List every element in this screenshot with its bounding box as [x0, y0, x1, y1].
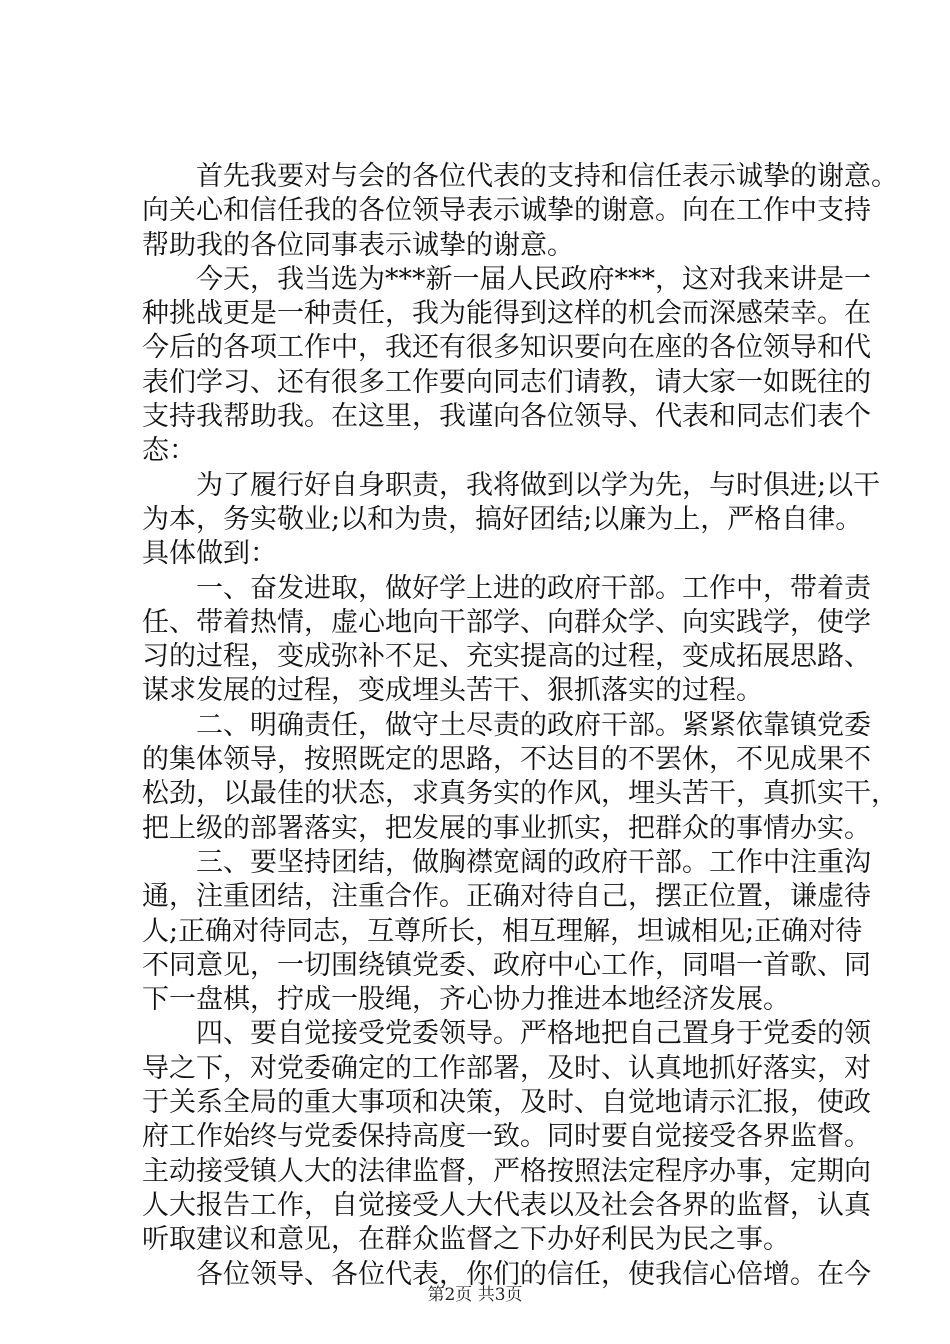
- text-line: 支持我帮助我。在这里，我谨向各位领导、代表和同志们表个: [142, 401, 871, 433]
- text-line: 习的过程，变成弥补不足、充实提高的过程，变成拓展思路、: [142, 641, 871, 673]
- text-line: 表们学习、还有很多工作要向同志们请教，请大家一如既往的: [142, 366, 871, 398]
- text-line: 松劲，以最佳的状态，求真务实的作风，埋头苦干，真抓实干，: [142, 778, 898, 810]
- text-line: 人;正确对待同志，互尊所长，相互理解，坦诚相见;正确对待: [142, 915, 863, 947]
- page-footer: 第2页 共3页: [427, 1285, 523, 1305]
- text-line: 二、明确责任，做守土尽责的政府干部。紧紧依靠镇党委: [196, 709, 871, 741]
- text-line: 三、要坚持团结，做胸襟宽阔的政府干部。工作中注重沟: [196, 846, 871, 878]
- text-line: 人大报告工作，自觉接受人大代表以及社会各界的监督，认真: [142, 1189, 871, 1221]
- text-line: 下一盘棋，拧成一股绳，齐心协力推进本地经济发展。: [142, 984, 790, 1016]
- text-line: 为本，务实敬业;以和为贵，搞好团结;以廉为上，严格自律。: [142, 503, 863, 535]
- text-line: 任、带着热情，虚心地向干部学、向群众学、向实践学，使学: [142, 606, 871, 638]
- text-line: 为了履行好自身职责，我将做到以学为先，与时俱进;以干: [196, 469, 881, 501]
- text-line: 府工作始终与党委保持高度一致。同时要自觉接受各界监督。: [142, 1121, 871, 1153]
- text-line: 不同意见，一切围绕镇党委、政府中心工作，同唱一首歌、同: [142, 949, 871, 981]
- text-line: 今后的各项工作中，我还有很多知识要向在座的各位领导和代: [142, 332, 871, 364]
- text-line: 四、要自觉接受党委领导。严格地把自己置身于党委的领: [196, 1018, 871, 1050]
- text-line: 把上级的部署落实，把发展的事业抓实，把群众的事情办实。: [142, 812, 871, 844]
- text-line: 向关心和信任我的各位领导表示诚挚的谢意。向在工作中支持: [142, 195, 871, 227]
- text-line: 通，注重团结，注重合作。正确对待自己，摆正位置，谦虚待: [142, 881, 871, 913]
- text-line: 谋求发展的过程，变成埋头苦干、狠抓落实的过程。: [142, 675, 763, 707]
- text-line: 今天，我当选为***新一届人民政府***，这对我来讲是一: [196, 263, 871, 295]
- text-line: 的集体领导，按照既定的思路，不达目的不罢休，不见成果不: [142, 744, 871, 776]
- text-line: 态：: [142, 435, 196, 467]
- text-line: 帮助我的各位同事表示诚挚的谢意。: [142, 229, 574, 261]
- text-line: 主动接受镇人大的法律监督，严格按照法定程序办事，定期向: [142, 1155, 871, 1187]
- text-line: 一、奋发进取，做好学上进的政府干部。工作中，带着责: [196, 572, 871, 604]
- text-line: 首先我要对与会的各位代表的支持和信任表示诚挚的谢意。: [196, 161, 898, 192]
- text-line: 导之下，对党委确定的工作部署，及时、认真地抓好落实，对: [142, 1052, 871, 1084]
- text-line: 种挑战更是一种责任，我为能得到这样的机会而深感荣幸。在: [142, 298, 871, 330]
- text-line: 各位领导、各位代表，你们的信任，使我信心倍增。在今: [196, 1258, 871, 1290]
- document-body: [142, 160, 898, 1292]
- text-line: 于关系全局的重大事项和决策，及时、自觉地请示汇报，使政: [142, 1087, 871, 1119]
- text-line: 听取建议和意见，在群众监督之下办好利民为民之事。: [142, 1224, 790, 1256]
- text-line: 具体做到：: [142, 538, 277, 570]
